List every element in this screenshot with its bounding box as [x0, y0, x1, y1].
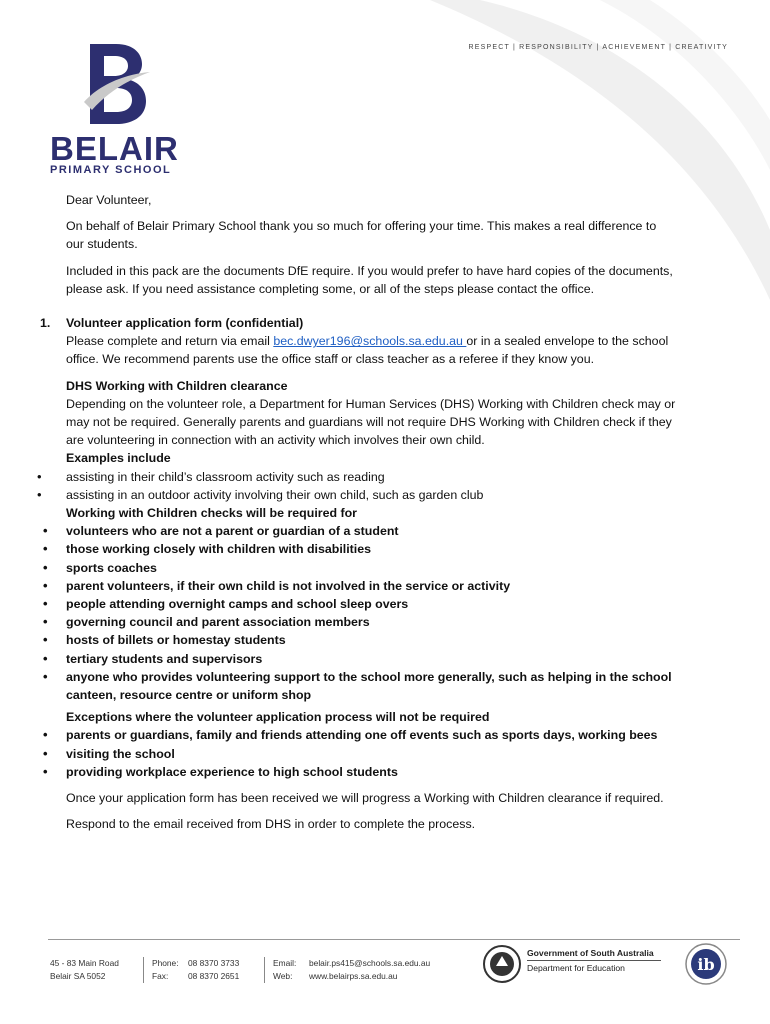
web-label: Web:: [273, 971, 293, 981]
footer-separator: [264, 957, 265, 983]
letter-body: [37, 191, 676, 834]
belair-b-emblem-icon: [82, 40, 152, 128]
contact-email-link[interactable]: bec.dwyer196@schools.sa.edu.au: [273, 334, 467, 349]
list-item-text: volunteers who are not a parent or guardian of a student: [66, 524, 399, 539]
dhs-text: Depending on the volunteer role, a Department for Human Services (DHS) Working with Children check may or may not be required. Generally parents and guardians will not require DHS Working with Children check if they are volunteering in connection with an activity which involves their own child.: [66, 396, 676, 448]
bullet-icon: •: [43, 727, 48, 743]
bullet-icon: •: [43, 763, 48, 779]
list-item-text: hosts of billets or homestay students: [66, 633, 286, 648]
list-item: [43, 613, 676, 631]
department-name: Department for Education: [527, 963, 625, 973]
svg-text:ib: ib: [697, 955, 715, 974]
greeting: Dear Volunteer,: [66, 193, 152, 207]
ib-world-school-logo-icon: [684, 942, 728, 986]
address-line-2: Belair SA 5052: [50, 971, 106, 981]
intro-paragraph: On behalf of Belair Primary School thank you so much for offering your time. This makes a real difference to our students.: [66, 219, 657, 252]
list-item: [37, 486, 676, 504]
required-heading: Working with Children checks will be required for: [66, 506, 357, 521]
footer-contact: [273, 957, 430, 983]
list-item-text: visiting the school: [66, 746, 175, 761]
bullet-icon: •: [37, 486, 42, 502]
list-item: [43, 763, 676, 781]
footer-separator: [143, 957, 144, 983]
list-item-text: anyone who provides volunteering support to the school more generally, such as helping in the school canteen, resource centre or uniform shop: [66, 669, 672, 703]
list-item-text: assisting in their child’s classroom activity such as reading: [66, 469, 385, 484]
section-1-text-start: Please complete and return via email: [66, 334, 274, 349]
bullet-icon: •: [43, 577, 48, 593]
fax-label: Fax:: [152, 971, 169, 981]
list-item-text: parent volunteers, if their own child is not involved in the service or activity: [66, 578, 511, 593]
list-item: [43, 540, 676, 558]
bullet-icon: •: [43, 650, 48, 666]
school-values-tagline: RESPECT | RESPONSIBILITY | ACHIEVEMENT | CREATIVITY: [468, 44, 728, 51]
dhs-heading: DHS Working with Children clearance: [66, 378, 288, 393]
footer-email: belair.ps415@schools.sa.edu.au: [309, 958, 431, 968]
documents-paragraph: Included in this pack are the documents DfE require. If you would prefer to have hard copies of the documents, please ask. If you need assistance completing some, or all of the steps please contact the office.: [66, 263, 673, 296]
email-label: Email:: [273, 958, 297, 968]
list-item-text: assisting in an outdoor activity involving their own child, such as garden club: [66, 487, 484, 502]
closing-paragraph-1: Once your application form has been received we will progress a Working with Children clearance if required.: [66, 791, 664, 806]
school-type: PRIMARY SCHOOL: [50, 164, 172, 176]
exceptions-heading: Exceptions where the volunteer application process will not be required: [66, 710, 490, 725]
exceptions-list: [43, 726, 676, 781]
list-item-text: people attending overnight camps and school sleep overs: [66, 597, 409, 612]
list-item: [43, 668, 676, 704]
bullet-icon: •: [43, 632, 48, 648]
bullet-icon: •: [37, 468, 42, 484]
list-item: [37, 468, 676, 486]
footer-website: www.belairps.sa.edu.au: [309, 971, 398, 981]
fax-number: 08 8370 2651: [188, 971, 240, 981]
list-item: [43, 631, 676, 649]
address-line-1: 45 - 83 Main Road: [50, 958, 119, 968]
section-number: 1.: [40, 316, 51, 331]
list-item-text: providing workplace experience to high school students: [66, 764, 398, 779]
list-item-text: sports coaches: [66, 560, 157, 575]
list-item-text: those working closely with children with disabilities: [66, 542, 372, 557]
footer-address: [50, 957, 119, 983]
section-title: Volunteer application form (confidential): [66, 316, 304, 331]
list-item: [43, 745, 676, 763]
sa-government-seal-icon: [482, 944, 522, 984]
school-name: BELAIR: [50, 130, 179, 167]
required-list: [43, 522, 676, 704]
list-item: [43, 577, 676, 595]
bullet-icon: •: [43, 559, 48, 575]
section-1-heading: [40, 314, 676, 332]
footer-phone-fax: [152, 957, 239, 983]
bullet-icon: •: [43, 541, 48, 557]
closing-paragraph-2: Respond to the email received from DHS in order to complete the process.: [66, 817, 476, 832]
government-title: Government of South Australia: [527, 948, 654, 958]
bullet-icon: •: [43, 668, 48, 684]
bullet-icon: •: [43, 596, 48, 612]
phone-label: Phone:: [152, 958, 179, 968]
list-item: [43, 559, 676, 577]
examples-list: [37, 468, 676, 504]
list-item: [43, 595, 676, 613]
list-item-text: tertiary students and supervisors: [66, 651, 263, 666]
list-item-text: governing council and parent association members: [66, 615, 370, 630]
examples-heading: Examples include: [66, 451, 171, 466]
list-item: [43, 522, 676, 540]
section-1-text: [66, 332, 676, 368]
bullet-icon: •: [43, 745, 48, 761]
list-item: [43, 650, 676, 668]
phone-number: 08 8370 3733: [188, 958, 240, 968]
list-item-text: parents or guardians, family and friends attending one off events such as sports days, working bees: [66, 728, 658, 743]
government-branding: [527, 948, 661, 973]
section-1-text-end: or in a sealed envelope to the school office. We recommend parents use the office staff or class teacher as a referee if they know you.: [66, 334, 669, 367]
footer-divider: [48, 939, 740, 940]
bullet-icon: •: [43, 614, 48, 630]
list-item: [43, 726, 676, 744]
bullet-icon: •: [43, 523, 48, 539]
